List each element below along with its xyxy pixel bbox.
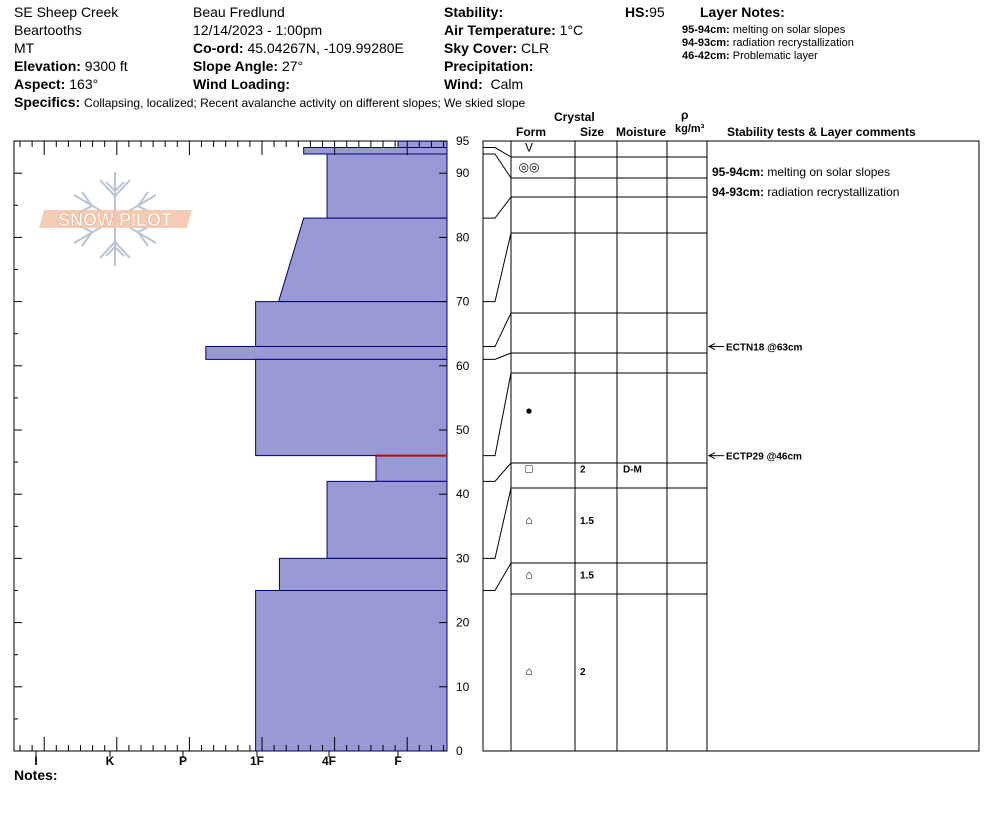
depth-axis-label: 50 [456, 423, 470, 437]
hardness-label: 4F [321, 754, 337, 768]
layer-connector [483, 154, 511, 178]
grain-size: 1.5 [580, 515, 594, 527]
size-header: Size [580, 125, 605, 139]
datetime: 12/14/2023 - 1:00pm [193, 22, 323, 38]
depth-axis-label: 90 [456, 166, 470, 181]
stability-tests [709, 343, 803, 463]
left-depth-ticks [14, 141, 22, 751]
precipitation-label: Precipitation: [444, 58, 534, 74]
layer-note-depth: 46-42cm: [682, 50, 730, 62]
range: Beartooths [14, 22, 82, 38]
hs-value: 95 [649, 4, 665, 20]
hardness-layer [279, 558, 447, 590]
wind-loading-label: Wind Loading: [193, 76, 291, 92]
hardness-layer [206, 347, 447, 360]
air-temp-value: 1°C [559, 22, 584, 38]
crystal-header: Crystal [554, 110, 595, 124]
layer-comments [712, 165, 899, 199]
hardness-layer [304, 148, 447, 154]
rho-header: ρ [681, 108, 689, 122]
coord-value: 45.04267N, -109.99280E [247, 40, 404, 56]
coord-label: Co-ord: [193, 40, 244, 56]
logo-text: SNOW PILOT [58, 210, 172, 230]
layer-comment-text: radiation recrystallization [764, 185, 900, 199]
elevation-label: Elevation: [14, 58, 81, 74]
grain-form-symbol: ⌂ [525, 512, 533, 527]
layer-connector [483, 353, 511, 359]
layer-comment [712, 185, 899, 199]
depth-axis-label: 20 [456, 615, 470, 630]
hardness-layer [376, 456, 447, 482]
form-header: Form [516, 125, 546, 139]
depth-axis-label: 95 [456, 134, 470, 149]
hardness-layer [398, 141, 447, 147]
air-temp-label: Air Temperature: [444, 22, 556, 38]
grain-moisture: D-M [623, 464, 642, 476]
hardness-label: F [394, 754, 402, 768]
depth-axis-label: 40 [456, 487, 470, 502]
grain-form-symbol: □ [525, 461, 533, 476]
layer-note-depth: 94-93cm: [682, 37, 730, 49]
grain-form-symbol: ⌂ [525, 567, 533, 582]
layer-note-text: Problematic layer [732, 50, 818, 62]
slope-value: 27° [281, 58, 304, 74]
specifics-label: Specifics: [14, 94, 81, 110]
layer-connector [483, 463, 511, 481]
layer-notes-title: Layer Notes: [700, 4, 785, 20]
location: SE Sheep Creek [14, 4, 119, 20]
stability-label: Stability: [444, 4, 504, 20]
layer-connector [483, 197, 511, 218]
depth-axis-label: 60 [456, 358, 470, 373]
hardness-layers [206, 141, 447, 751]
layer-note-text: melting on solar slopes [732, 24, 846, 36]
grain-rows [519, 141, 642, 678]
slope-label: Slope Angle: [193, 58, 279, 74]
hs-label: HS: [625, 4, 650, 20]
elevation-value: 9300 ft [84, 58, 128, 74]
layer-connector [483, 488, 511, 558]
grain-form-symbol: ⌂ [525, 663, 533, 678]
wind-value: Calm [490, 76, 524, 92]
hardness-layer [279, 218, 447, 301]
layer-connector [483, 233, 511, 302]
layer-comment [712, 165, 890, 179]
layer-comment-depth: 94-93cm: [712, 185, 765, 199]
observer: Beau Fredlund [193, 4, 285, 20]
hardness-layer [256, 302, 447, 347]
hardness-axis-labels [34, 751, 401, 768]
layer-connector [483, 148, 511, 157]
stability-test-label: ECTN18 @63cm [726, 342, 803, 354]
stability-test-label: ECTP29 @46cm [726, 451, 802, 463]
wind-label: Wind: [444, 76, 483, 92]
sky-value: CLR [521, 40, 550, 56]
layer-note-text: radiation recrystallization [732, 37, 854, 49]
grain-size: 1.5 [580, 570, 594, 582]
specifics-text: Collapsing, localized; Recent avalanche activity on different slopes; We skied slope [84, 96, 526, 110]
layer-comment-text: melting on solar slopes [764, 165, 891, 179]
grain-size: 2 [580, 666, 586, 678]
hardness-layer [327, 154, 447, 218]
depth-axis-label: 10 [456, 679, 470, 694]
state: MT [14, 40, 35, 56]
hardness-layer [256, 359, 447, 455]
aspect-value: 163° [69, 76, 99, 92]
comments-header: Stability tests & Layer comments [727, 125, 916, 139]
layer-connector [483, 313, 511, 347]
snowpilot-logo [39, 172, 192, 266]
hardness-label: I [34, 754, 38, 768]
depth-axis-label: 0 [456, 744, 463, 758]
layer-row-lines [483, 148, 707, 594]
hardness-label: P [178, 754, 188, 768]
notes-label: Notes: [14, 767, 58, 783]
layer-connector [483, 563, 511, 591]
depth-axis-label: 30 [456, 551, 470, 566]
grain-size: 2 [580, 464, 586, 476]
hardness-label: K [105, 754, 115, 768]
density-unit-header: kg/m³ [675, 123, 705, 135]
layer-connector [483, 373, 511, 456]
depth-axis-label: 80 [456, 230, 470, 245]
hardness-layer [256, 591, 447, 752]
depth-axis-label: 70 [456, 294, 470, 309]
moisture-header: Moisture [616, 125, 667, 139]
aspect-label: Aspect: [14, 76, 66, 92]
grain-form-symbol: ◎◎ [518, 159, 540, 174]
hardness-layer [327, 481, 447, 558]
layer-note-depth: 95-94cm: [682, 24, 730, 36]
layer-comment-depth: 95-94cm: [712, 165, 765, 179]
hardness-label: 1F [249, 754, 265, 768]
sky-label: Sky Cover: [444, 40, 518, 56]
grain-form-symbol: ● [525, 403, 533, 418]
grain-form-symbol: V [524, 140, 534, 155]
